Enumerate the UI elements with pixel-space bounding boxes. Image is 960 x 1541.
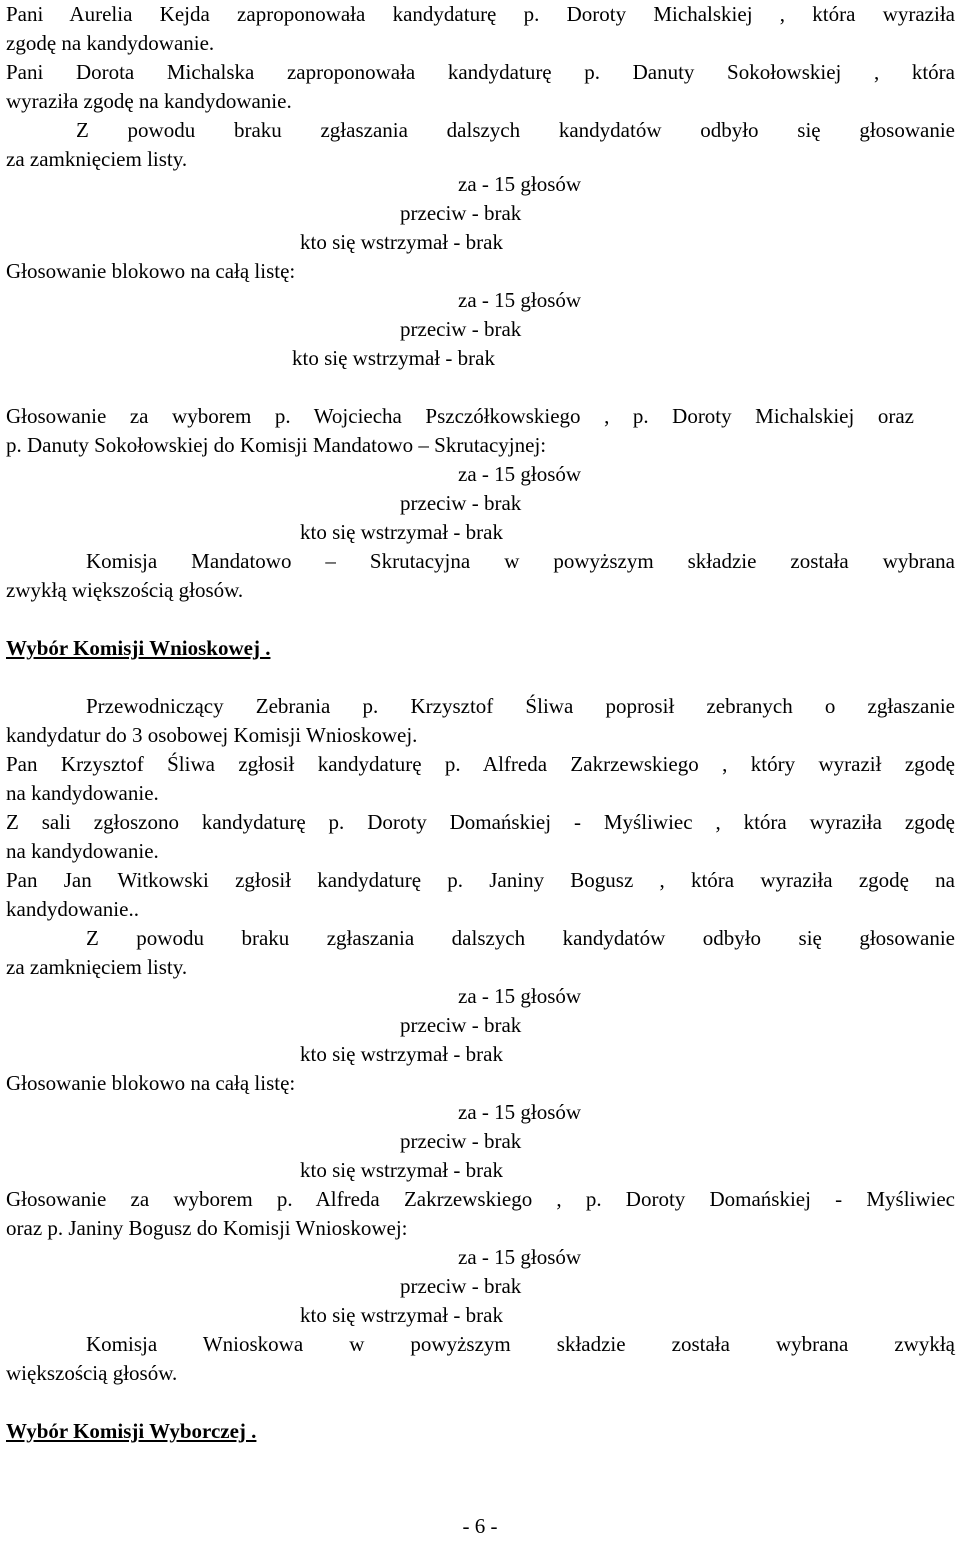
text-line: na kandydowanie. (6, 781, 159, 805)
vote-against: przeciw - brak (400, 491, 522, 515)
text-line: większością głosów. (6, 1361, 178, 1385)
text-line: Z sali zgłoszono kandydaturę p. Doroty Domańskiej - Myśliwiec , która wyraziła zgodę (6, 810, 955, 834)
text-line: Pan Jan Witkowski zgłosił kandydaturę p. Janiny Bogusz , która wyraziła zgodę na (6, 868, 955, 892)
text-line: za zamknięciem listy. (6, 147, 188, 171)
text-line: Głosowanie za wyborem p. Wojciecha Pszczółkowskiego , p. Doroty Michalskiej oraz (6, 404, 914, 428)
vote-abstain: kto się wstrzymał - brak (300, 1042, 503, 1066)
text-line: za zamknięciem listy. (6, 955, 188, 979)
vote-for: za - 15 głosów (458, 1245, 582, 1269)
text-line: Komisja Mandatowo – Skrutacyjna w powyższym składzie została wybrana (86, 549, 955, 573)
text-line: p. Danuty Sokołowskiej do Komisji Mandatowo – Skrutacyjnej: (6, 433, 547, 457)
text-line: Przewodniczący Zebrania p. Krzysztof Śliwa poprosił zebranych o zgłaszanie (86, 694, 955, 718)
text-line: zwykłą większością głosów. (6, 578, 244, 602)
text-line: Głosowanie za wyborem p. Alfreda Zakrzewskiego , p. Doroty Domańskiej - Myśliwiec (6, 1187, 955, 1211)
text-line: Pani Aurelia Kejda zaproponowała kandydaturę p. Doroty Michalskiej , która wyraziła (6, 2, 955, 26)
text-line: zgodę na kandydowanie. (6, 31, 215, 55)
vote-against: przeciw - brak (400, 201, 522, 225)
vote-against: przeciw - brak (400, 1013, 522, 1037)
section-heading: Wybór Komisji Wnioskowej . (6, 636, 271, 660)
text-line: Pan Krzysztof Śliwa zgłosił kandydaturę p. Alfreda Zakrzewskiego , który wyraził zgodę (6, 752, 955, 776)
vote-for: za - 15 głosów (458, 288, 582, 312)
text-line: Z powodu braku zgłaszania dalszych kandydatów odbyło się głosowanie (76, 118, 955, 142)
text-line: oraz p. Janiny Bogusz do Komisji Wnioskowej: (6, 1216, 408, 1240)
page-number: - 6 - (462, 1514, 498, 1538)
text-line: Pani Dorota Michalska zaproponowała kandydaturę p. Danuty Sokołowskiej , która (6, 60, 955, 84)
text-line: kandydatur do 3 osobowej Komisji Wnioskowej. (6, 723, 418, 747)
text-line: Z powodu braku zgłaszania dalszych kandydatów odbyło się głosowanie (86, 926, 955, 950)
vote-for: za - 15 głosów (458, 1100, 582, 1124)
vote-for: za - 15 głosów (458, 172, 582, 196)
vote-abstain: kto się wstrzymał - brak (300, 1303, 503, 1327)
vote-against: przeciw - brak (400, 317, 522, 341)
vote-against: przeciw - brak (400, 1274, 522, 1298)
text-line: kandydowanie.. (6, 897, 139, 921)
text-line: na kandydowanie. (6, 839, 159, 863)
text-line: Głosowanie blokowo na całą listę: (6, 1071, 296, 1095)
vote-abstain: kto się wstrzymał - brak (300, 1158, 503, 1182)
text-line: wyraziła zgodę na kandydowanie. (6, 89, 292, 113)
text-line: Głosowanie blokowo na całą listę: (6, 259, 296, 283)
vote-for: za - 15 głosów (458, 462, 582, 486)
vote-abstain: kto się wstrzymał - brak (300, 520, 503, 544)
text-line: Komisja Wnioskowa w powyższym składzie została wybrana zwykłą (86, 1332, 955, 1356)
vote-for: za - 15 głosów (458, 984, 582, 1008)
vote-abstain: kto się wstrzymał - brak (300, 230, 503, 254)
vote-against: przeciw - brak (400, 1129, 522, 1153)
section-heading: Wybór Komisji Wyborczej . (6, 1419, 257, 1443)
vote-abstain: kto się wstrzymał - brak (292, 346, 495, 370)
